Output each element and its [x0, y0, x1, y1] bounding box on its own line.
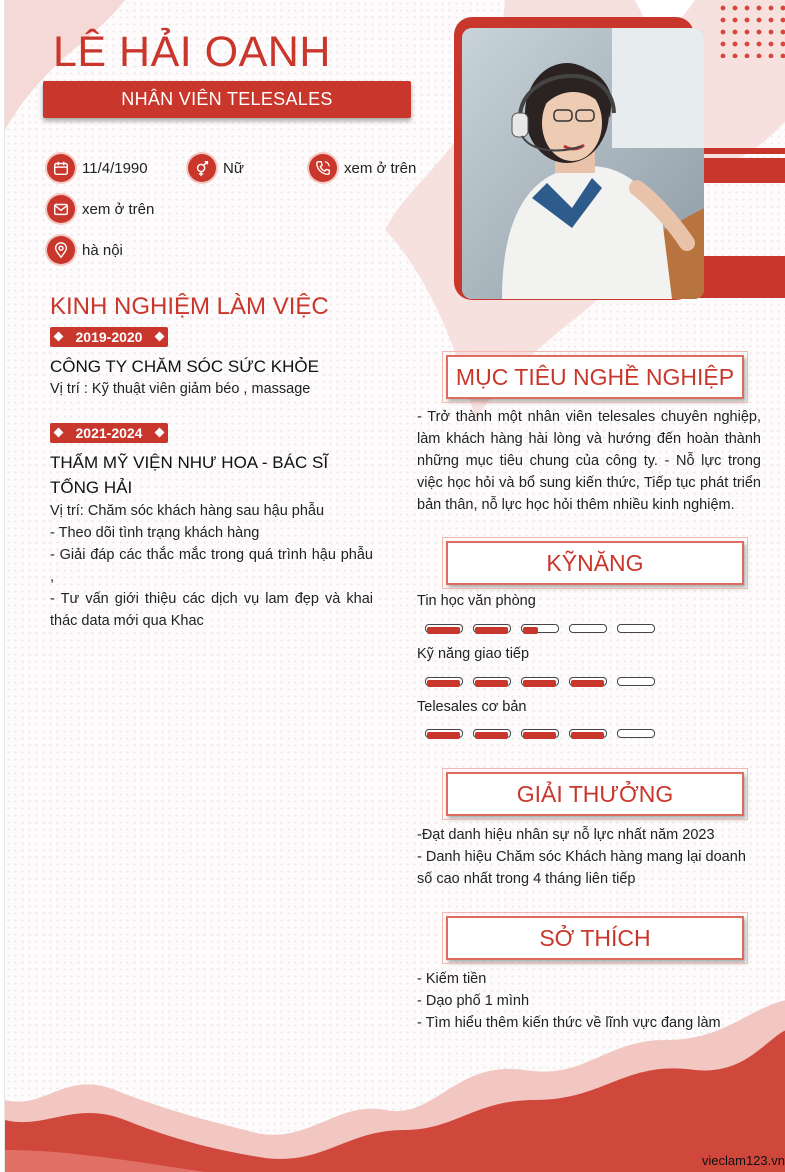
award-item: -Đạt danh hiệu nhân sự nỗ lực nhất năm 2023 — [417, 827, 715, 843]
experience-line: Vị trí: Chăm sóc khách hàng sau hậu phẫu — [50, 503, 325, 519]
objective-heading: MỤC TIÊU NGHỀ NGHIỆP — [446, 355, 744, 399]
skill-bar-segment — [569, 729, 607, 738]
hobbies-list — [417, 968, 761, 1034]
hobbies-heading: SỞ THÍCH — [446, 916, 744, 960]
phone-icon — [309, 154, 337, 182]
skill-bar-fill — [523, 680, 556, 687]
experience-line: Vị trí : Kỹ thuật viên giảm béo , massage — [50, 381, 311, 397]
skill-bar-fill — [427, 732, 460, 739]
experience-details — [50, 500, 373, 632]
photo-band-lower — [695, 256, 785, 298]
email-info — [47, 195, 154, 223]
skill-bar-fill — [523, 732, 556, 739]
profile-photo — [462, 28, 704, 299]
experience-heading: KINH NGHIỆM LÀM VIỆC — [50, 293, 329, 320]
skill-bar-segment — [425, 677, 463, 686]
skill-name: Tin học văn phòng — [417, 593, 536, 609]
skill-bar-segment — [569, 624, 607, 633]
skill-bar-fill — [475, 732, 508, 739]
experience-line: - Theo dõi tình trạng khách hàng — [50, 525, 260, 541]
skill-bar-segment — [569, 677, 607, 686]
calendar-icon — [47, 154, 75, 182]
skill-rating — [425, 729, 655, 738]
skill-bar-segment — [473, 729, 511, 738]
skill-bar-segment — [473, 624, 511, 633]
objective-text: - Trở thành một nhân viên telesales chuyên nghiệp, làm khách hàng hài lòng và hướng đến hoàn thành những mục tiêu chung của công ty. - Nỗ lực trong việc học hỏi và bổ sung kiến thức, Tiếp tục phát triển bản thân, nỗ lực học hỏi thêm nhiều kinh nghiệm. — [417, 409, 761, 513]
experience-line: - Tư vấn giới thiệu các dịch vụ lam đẹp và khai thác data mới qua Khac — [50, 591, 373, 629]
photo-band-upper — [695, 148, 785, 154]
skill-rating — [425, 677, 655, 686]
skill-name: Kỹ năng giao tiếp — [417, 646, 530, 662]
skill-bar-segment — [617, 729, 655, 738]
dot-pattern — [717, 2, 785, 58]
skill-bar-fill — [571, 680, 604, 687]
skill-bar-fill — [427, 627, 460, 634]
experience-period: 2021-2024 — [50, 423, 168, 443]
skill-bar-fill — [523, 627, 538, 634]
birthday-info — [47, 154, 148, 182]
skill-bar-segment — [521, 729, 559, 738]
awards-list — [417, 824, 761, 890]
skill-bar-segment — [617, 624, 655, 633]
address-info — [47, 236, 123, 264]
skill-bar-segment — [425, 624, 463, 633]
skill-bar-segment — [425, 729, 463, 738]
footer-site: vieclam123.vn — [701, 1153, 785, 1168]
skill-bar-fill — [475, 627, 508, 634]
skill-bar-segment — [617, 677, 655, 686]
gender-value: Nữ — [223, 159, 244, 177]
awards-heading: GIẢI THƯỞNG — [446, 772, 744, 816]
skill-bar-fill — [427, 680, 460, 687]
location-icon — [47, 236, 75, 264]
experience-line: - Giải đáp các thắc mắc trong quá trình hậu phẫu , — [50, 547, 373, 585]
cv-page — [4, 0, 785, 1172]
job-title: NHÂN VIÊN TELESALES — [43, 81, 411, 118]
photo-band-mid — [695, 158, 785, 183]
skill-bar-segment — [521, 677, 559, 686]
skill-bar-segment — [521, 624, 559, 633]
birthday-value: 11/4/1990 — [82, 159, 148, 177]
candidate-name: LÊ HẢI OANH — [53, 28, 331, 76]
hobby-item: - Dạo phố 1 mình — [417, 993, 530, 1009]
award-item: - Danh hiệu Chăm sóc Khách hàng mang lại doanh số cao nhất trong 4 tháng liên tiếp — [417, 849, 746, 887]
skill-bar-fill — [571, 732, 604, 739]
experience-period: 2019-2020 — [50, 327, 168, 347]
email-icon — [47, 195, 75, 223]
experience-company: CÔNG TY CHĂM SÓC SỨC KHỎE — [50, 357, 319, 376]
skill-bar-fill — [475, 680, 508, 687]
skill-rating — [425, 624, 655, 633]
phone-info — [309, 154, 416, 182]
gender-info — [188, 154, 244, 182]
email-value: xem ở trên — [82, 200, 155, 218]
skill-bar-segment — [473, 677, 511, 686]
experience-company: THẨM MỸ VIỆN NHƯ HOA - BÁC SĨ TỐNG HẢI — [50, 453, 329, 497]
hobby-item: - Kiếm tiền — [417, 971, 487, 987]
phone-value: xem ở trên — [344, 159, 417, 177]
gender-icon — [188, 154, 216, 182]
skill-name: Telesales cơ bản — [417, 699, 527, 715]
hobby-item: - Tìm hiểu thêm kiến thức về lĩnh vực đang làm — [417, 1015, 721, 1031]
address-value: hà nội — [82, 241, 123, 259]
skills-heading: KỸNĂNG — [446, 541, 744, 585]
